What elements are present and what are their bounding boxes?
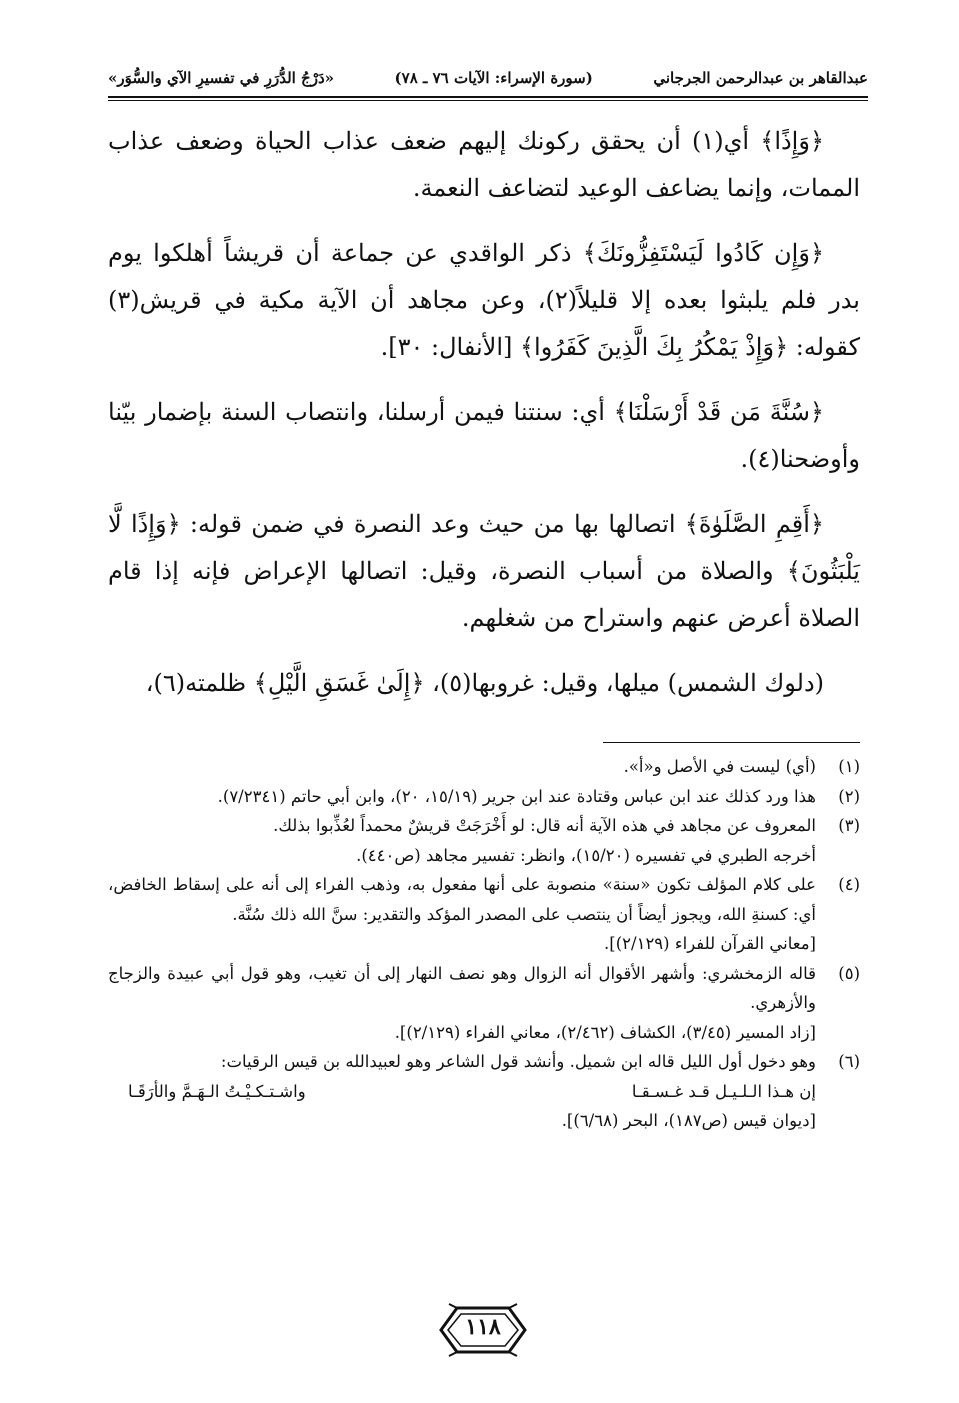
paragraph: ﴿وَإِن كَادُوا لَيَسْتَفِزُّونَكَ﴾ ذكر الواقدي عن جماعة أن قريشاً أهلكوا يوم بدر فلم يلبثوا بعده إلا قليلاً(٢)، وعن مجاهد أن الآية مكية في قريش(٣) كقوله: ﴿وَإِذْ يَمْكُرُ بِكَ الَّذِينَ كَفَرُوا﴾ [الأنفال: ٣٠]. [108, 239, 860, 361]
footnote [108, 752, 860, 782]
footnote-number: (٤) [838, 875, 860, 894]
footnote [108, 1047, 860, 1136]
paragraph: ﴿أَقِمِ الصَّلَوٰةَ﴾ اتصالها بها من حيث وعد النصرة في ضمن قوله: ﴿وَإِذًا لَّا يَلْبَثُونَ﴾ والصلاة من أسباب النصرة، وقيل: اتصالها الإعراض فإنه إذا قام الصلاة أعرض عنهم واستراح من شغلهم. [108, 510, 860, 632]
header-rule-thin [108, 100, 868, 101]
header-author: عبدالقاهر بن عبدالرحمن الجرجاني [653, 69, 868, 87]
poem-second-hemistich: واشـتـكـيْـتُ الـهَـمَّ والأرَقَـا [128, 1081, 306, 1101]
footnote-line: [ديوان قيس (ص١٨٧)، البحر (٦/٦٨)]. [561, 1111, 816, 1130]
footnote-separator [603, 742, 860, 743]
poem-first-hemistich: إن هـذا الـلـيـل قـد غـسـقـا [631, 1081, 816, 1101]
main-text [108, 118, 860, 707]
paragraph: ﴿سُنَّةَ مَن قَدْ أَرْسَلْنَا﴾ أي: سنتنا فيمن أرسلنا، وانتصاب السنة بإضمار بيّنا وأوضحنا(٤). [108, 398, 860, 473]
page-number-ornament [435, 1302, 531, 1358]
footnote [108, 870, 860, 959]
header-book-title: «دَرْجُ الدُّرَرِ في تفسيرِ الآي والسُّوَر» [108, 69, 335, 87]
footnotes [108, 752, 860, 1136]
footnote [108, 959, 860, 1048]
footnote-line: وهو دخول أول الليل قاله ابن شميل. وأنشد قول الشاعر وهو لعبيدالله بن قيس الرقيات: [220, 1052, 816, 1071]
footnote-number: (٢) [838, 786, 860, 806]
footnote-number: (٥) [838, 963, 860, 983]
footnote-number: (١) [838, 757, 860, 776]
paragraph: (دلوك الشمس) ميلها، وقيل: غروبها(٥)، ﴿إِلَىٰ غَسَقِ الَّيْلِ﴾ ظلمته(٦)، [145, 669, 824, 697]
footnote-line: [معاني القرآن للفراء (٢/١٢٩)]. [604, 934, 816, 953]
footnote-number: (٣) [838, 816, 860, 835]
footnote-line: [زاد المسير (٣/٤٥)، الكشاف (٢/٤٦٢)، معاني الفراء (٢/١٢٩)]. [394, 1022, 816, 1042]
footnote [108, 811, 860, 870]
page-number: ١١٨ [465, 1314, 501, 1340]
header-rule [108, 96, 868, 98]
footnote-line: على كلام المؤلف تكون «سنة» منصوبة على أنها مفعول به، وذهب الفراء إلى أنه على إسقاط الخافض، أي: كسنةِ الله، ويجوز أيضاً أن ينتصب على المصدر المؤكد والتقدير: سنَّ الله ذلك سُنَّة. [108, 875, 816, 924]
footnote-number: (٦) [838, 1052, 860, 1071]
header-surah-range: (سورة الإسراء: الآيات ٧٦ ـ ٧٨) [394, 69, 593, 87]
footnote-line: هذا ورد كذلك عند ابن عباس وقتادة عند ابن جرير (١٥/١٩، ٢٠)، وابن أبي حاتم (٧/٢٣٤١). [217, 786, 816, 806]
paragraph: ﴿وَإِذًا﴾ أي(١) أن يحقق ركونك إليهم ضعف عذاب الحياة وضعف عذاب الممات، وإنما يضاعف الوعيد لتضاعف النعمة. [108, 127, 860, 202]
poem-verse [108, 1077, 816, 1107]
footnote [108, 782, 860, 812]
footnote-line: قاله الزمخشري: وأشهر الأقوال أنه الزوال وهو نصف النهار إلى أن تغيب، وهو قول أبي عبيدة والزجاج والأزهري. [108, 963, 816, 1012]
footnote-line: (أي) ليست في الأصل و«أ». [623, 757, 816, 776]
running-header [108, 62, 868, 94]
footnote-line: المعروف عن مجاهد في هذه الآية أنه قال: لو أَخْرَجَتْ قريشٌ محمداً لعُذِّبوا بذلك. [273, 816, 816, 835]
footnote-line: أخرجه الطبري في تفسيره (١٥/٢٠)، وانظر: تفسير مجاهد (ص٤٤٠). [356, 845, 816, 865]
